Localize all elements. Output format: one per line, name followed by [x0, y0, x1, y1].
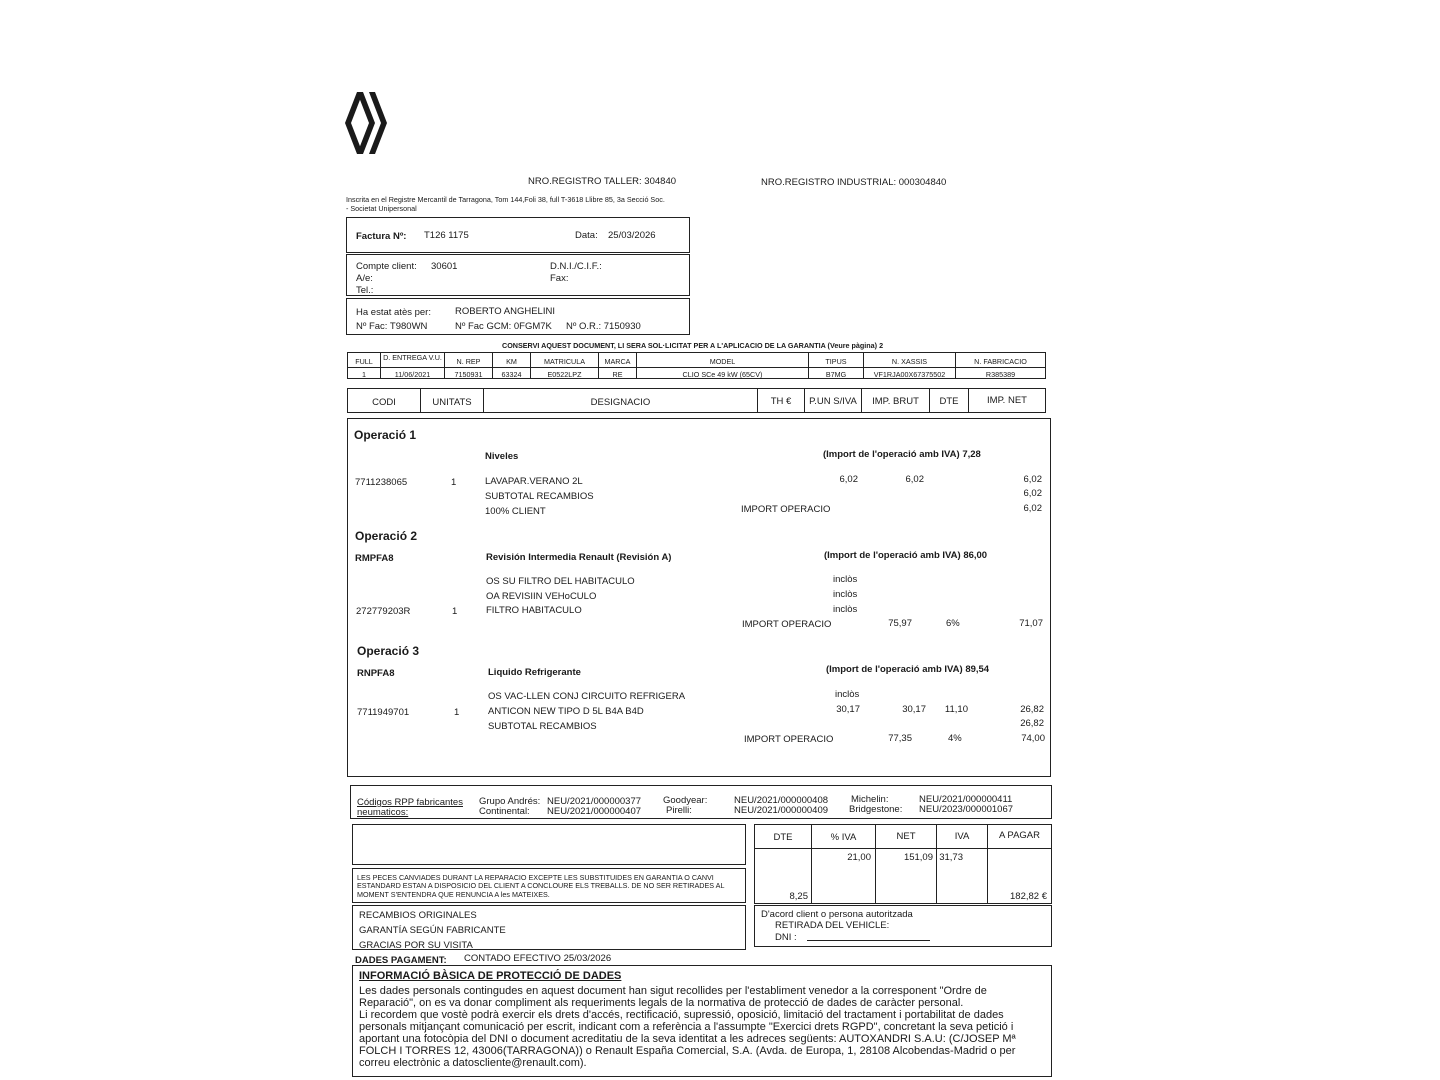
- compte-label: Compte client:: [356, 261, 417, 272]
- privacy-line-4: personals mitjançant comunicació per escrit, indicant com a referència a l'assumpte "Exercici drets RGPD", concretant la seva petició i: [359, 1021, 1014, 1033]
- col-brut: IMP. BRUT: [872, 396, 919, 407]
- tot-net: 151,09: [903, 852, 933, 863]
- op1-title: Operació 1: [354, 428, 417, 442]
- op3-l2-preu: 30,17: [836, 704, 860, 715]
- tot-iva: 31,73: [939, 852, 963, 863]
- client-box: [346, 254, 690, 296]
- tel-label: Tel.:: [356, 285, 374, 296]
- attended-box: [346, 298, 690, 335]
- op1-name: Niveles: [485, 451, 519, 462]
- legal-line-2: - Societat Unipersonal: [346, 204, 417, 213]
- rpp-continental-value: NEU/2021/000000407: [547, 806, 642, 817]
- op3-l2-brut: 30,17: [902, 704, 926, 715]
- col-unitats: UNITATS: [432, 397, 472, 408]
- operations-body: [347, 418, 1051, 777]
- ae-label: A/e:: [356, 273, 373, 284]
- privacy-line-7: correu electrònic a datoscliente@renault.com).: [359, 1057, 587, 1069]
- op3-l1-preu: inclòs: [835, 689, 860, 700]
- privacy-line-1: Les dades personals contingudes en aquest document han sigut recollides per l'establiment venedor a la corresponent "Ordre de: [359, 985, 987, 997]
- op3-l2-net: 26,82: [1020, 704, 1044, 715]
- op3-name: Liquido Refrigerante: [488, 667, 581, 678]
- privacy-box: [352, 965, 1052, 1077]
- op2-l1-desig: OS SU FILTRO DEL HABITACULO: [486, 576, 635, 587]
- op1-l1-unitats: 1: [451, 477, 457, 488]
- tot-h-iva: IVA: [954, 831, 970, 842]
- op2-l3-preu: inclòs: [833, 604, 858, 615]
- op3-l2-dte: 11,10: [944, 704, 968, 715]
- nfac: Nº Fac: T980WN: [356, 321, 428, 332]
- op2-l3-codi: 272779203R: [356, 606, 411, 617]
- rpp-pirelli-label: Pirelli:: [666, 805, 692, 816]
- rpp-goodyear-label: Goodyear:: [663, 795, 708, 806]
- legal-line-1: Inscrita en el Registre Mercantil de Tarragona, Tom 144,Foli 38, full T-3618 Llibre 85, 3a Secció Soc.: [346, 195, 665, 204]
- op3-op-brut: 77,35: [888, 733, 912, 744]
- tot-h-pagar: A PAGAR: [998, 830, 1040, 841]
- rpp-michelin-value: NEU/2021/000000411: [919, 794, 1013, 805]
- op3-import: (Import de l'operació amb IVA) 89,54: [826, 664, 990, 675]
- col-dte: DTE: [939, 396, 959, 407]
- col-designacio: DESIGNACIO: [590, 397, 651, 408]
- rpp-grupo-value: NEU/2021/000000377: [547, 796, 642, 807]
- op3-op-label: IMPORT OPERACIO: [744, 734, 834, 745]
- rpp-bridgestone-label: Bridgestone:: [849, 804, 903, 815]
- vv-full: 1: [362, 370, 366, 379]
- data-label: Data:: [575, 230, 598, 241]
- payment-label: DADES PAGAMENT:: [355, 955, 447, 966]
- vh-fabricacio: N. FABRICACIO: [974, 357, 1027, 366]
- vh-nrep: N. REP: [456, 357, 481, 366]
- op1-l1-codi: 7711238065: [355, 477, 408, 488]
- registro-industrial: NRO.REGISTRO INDUSTRIAL: 000304840: [761, 177, 947, 188]
- op1-l2-net: 6,02: [1023, 488, 1042, 499]
- vv-entrega: 11/06/2021: [394, 370, 431, 379]
- privacy-line-6: FOLCH I TORRES 12, 43006(TARRAGONA)) o Renault España Comercial, S.A. (Avda. de Europa, 1, 28108 Alcobendas-Madrid o per: [359, 1045, 1016, 1057]
- privacy-title: INFORMACIÓ BÀSICA DE PROTECCIÓ DE DADES: [359, 970, 622, 982]
- tot-h-dte: DTE: [773, 832, 793, 843]
- nor: Nº O.R.: 7150930: [566, 321, 641, 332]
- dni-label: D.N.I./C.I.F.:: [550, 261, 602, 272]
- signature-box: [754, 905, 1052, 947]
- op3-l2-desig: ANTICON NEW TIPO D 5L B4A B4D: [488, 706, 644, 717]
- op1-l2-desig: SUBTOTAL RECAMBIOS: [485, 491, 594, 502]
- data-value: 25/03/2026: [608, 230, 656, 241]
- op3-title: Operació 3: [357, 644, 420, 658]
- op2-op-dte: 6%: [946, 618, 960, 629]
- op2-l2-desig: OA REVISIIN VEHoCULO: [486, 591, 597, 602]
- op1-l1-net: 6,02: [1023, 474, 1042, 485]
- op2-op-label: IMPORT OPERACIO: [742, 619, 832, 630]
- vh-tipus: TIPUS: [825, 357, 847, 366]
- vh-entrega: D. ENTREGA V.U.: [383, 353, 442, 362]
- op3-l3-desig: SUBTOTAL RECAMBIOS: [488, 721, 597, 732]
- attended-name: ROBERTO ANGHELINI: [455, 306, 555, 317]
- rpp-box: [350, 785, 1052, 819]
- vv-nrep: 7150931: [454, 370, 483, 379]
- sig-line-3: DNI :: [775, 932, 797, 943]
- col-th: TH €: [770, 396, 792, 407]
- footer-line-2: GARANTÍA SEGÚN FABRICANTE: [359, 925, 506, 936]
- rpp-grupo-label: Grupo Andrés:: [479, 796, 541, 807]
- op2-code: RMPFA8: [355, 553, 394, 564]
- privacy-line-5: aportant una fotocòpia del DNI o document acreditatiu de la seva identitat a les adreces següents: AUTOXANDRI S.A.U: (C/JOSEP Mª: [359, 1033, 1016, 1045]
- nfac-gcm: Nº Fac GCM: 0FGM7K: [455, 321, 552, 332]
- vv-model: CLIO SCe 49 kW (65CV): [682, 370, 763, 379]
- col-preu: P.UN S/IVA: [809, 396, 857, 407]
- warranty-notice: CONSERVI AQUEST DOCUMENT, LI SERA SOL·LICITAT PER A L'APLICACIO DE LA GARANTIA (Veure pàgina) 2: [502, 341, 884, 350]
- op2-name: Revisión Intermedia Renault (Revisión A): [486, 552, 672, 563]
- op3-l2-unitats: 1: [454, 707, 460, 718]
- op2-import: (Import de l'operació amb IVA) 86,00: [824, 550, 988, 561]
- rpp-bridgestone-value: NEU/2023/000001067: [919, 804, 1014, 815]
- op3-l2-codi: 7711949701: [357, 707, 410, 718]
- vh-full: FULL: [355, 357, 373, 366]
- vv-xassis: VF1RJA00X67375502: [873, 370, 946, 379]
- vv-km: 63324: [501, 370, 522, 379]
- column-header: [347, 388, 1046, 413]
- payment-value: CONTADO EFECTIVO 25/03/2026: [464, 953, 612, 964]
- op1-l1-preu: 6,02: [839, 474, 858, 485]
- factura-label: Factura Nº:: [356, 231, 407, 242]
- notice-box: [352, 868, 746, 903]
- op2-op-net: 71,07: [1019, 618, 1043, 629]
- op1-import: (Import de l'operació amb IVA) 7,28: [823, 449, 981, 460]
- factura-value: T126 1175: [424, 230, 469, 241]
- vh-xassis: N. XASSIS: [891, 357, 928, 366]
- invoice-box: [346, 217, 690, 253]
- op3-op-net: 74,00: [1021, 733, 1045, 744]
- op1-l1-desig: LAVAPAR.VERANO 2L: [485, 476, 583, 487]
- op1-l3-net: 6,02: [1023, 503, 1042, 514]
- renault-logo: [343, 90, 395, 156]
- notice-text: LES PECES CANVIADES DURANT LA REPARACIO EXCEPTE LES SUBSTITUIDES EN GARANTIA O CANVI ESTANDARD ESTAN A DISPOSICIO DEL CLIENT A CONCLOURE ELS TREBALLS. DE NO SER RETIRADES AL MOMENT S'ENTENDRA QUE RENUNCIA A les MATEIXES.: [357, 873, 725, 899]
- op3-l1-desig: OS VAC-LLEN CONJ CIRCUITO REFRIGERA: [488, 691, 686, 702]
- op2-l2-preu: inclòs: [833, 589, 858, 600]
- registro-taller: NRO.REGISTRO TALLER: 304840: [528, 176, 677, 187]
- op2-l3-unitats: 1: [452, 606, 458, 617]
- vh-km: KM: [506, 357, 517, 366]
- vv-tipus: B7MG: [825, 370, 847, 379]
- op2-l1-preu: inclòs: [833, 574, 858, 585]
- op3-op-dte: 4%: [948, 733, 962, 744]
- tot-iva-pct: 21,00: [847, 852, 871, 863]
- footer-lines-box: [352, 905, 746, 950]
- attended-label: Ha estat atès per:: [356, 307, 431, 318]
- col-net: IMP. NET: [987, 395, 1027, 406]
- sig-line-1: D'acord client o persona autoritzada: [761, 909, 913, 920]
- fax-label: Fax:: [550, 273, 569, 284]
- tot-pagar: 182,82 €: [1010, 891, 1047, 902]
- vv-marca: RE: [612, 370, 623, 379]
- col-codi: CODI: [372, 397, 396, 408]
- vv-matricula: E0522LPZ: [547, 370, 582, 379]
- compte-value: 30601: [431, 261, 458, 272]
- privacy-line-3: Li recordem que vostè podrà exercir els drets d'accés, rectificació, supressió, oposició, limitació del tractament i portabilitat de dades: [359, 1009, 1004, 1021]
- rpp-goodyear-value: NEU/2021/000000408: [734, 795, 829, 806]
- empty-box: [352, 824, 746, 865]
- tot-dte: 8,25: [789, 891, 808, 902]
- rpp-label-2: neumaticos:: [357, 807, 409, 818]
- rpp-michelin-label: Michelin:: [851, 794, 889, 805]
- totals-box: [754, 824, 1052, 904]
- sig-line-2: RETIRADA DEL VEHICLE:: [775, 920, 890, 931]
- rpp-pirelli-value: NEU/2021/000000409: [734, 805, 829, 816]
- op2-op-brut: 75,97: [888, 618, 912, 629]
- vehicle-table: [347, 352, 1046, 379]
- vv-fabricacio: R385389: [985, 370, 1016, 379]
- rpp-continental-label: Continental:: [479, 806, 530, 817]
- op1-l1-brut: 6,02: [905, 474, 924, 485]
- dni-signature-line: [807, 940, 930, 941]
- tot-h-iva-pct: % IVA: [830, 832, 857, 843]
- op3-code: RNPFA8: [357, 668, 395, 679]
- rpp-label-1: Códigos RPP fabricantes: [357, 797, 463, 808]
- op2-l3-desig: FILTRO HABITACULO: [486, 605, 582, 616]
- op1-l3-desig: 100% CLIENT: [485, 506, 546, 517]
- vh-marca: MARCA: [604, 357, 631, 366]
- footer-line-3: GRACIAS POR SU VISITA: [359, 940, 473, 951]
- vh-matricula: MATRICULA: [544, 357, 585, 366]
- tot-h-net: NET: [896, 831, 916, 842]
- vh-model: MODEL: [709, 357, 736, 366]
- op1-op-label: IMPORT OPERACIO: [741, 504, 831, 515]
- op2-title: Operació 2: [355, 529, 418, 543]
- op3-l3-net: 26,82: [1020, 718, 1044, 729]
- privacy-line-2: Reparació", on es va donar compliment als requeriments legals de la normativa de protecció de dades de caràcter personal.: [359, 997, 964, 1009]
- footer-line-1: RECAMBIOS ORIGINALES: [359, 910, 477, 921]
